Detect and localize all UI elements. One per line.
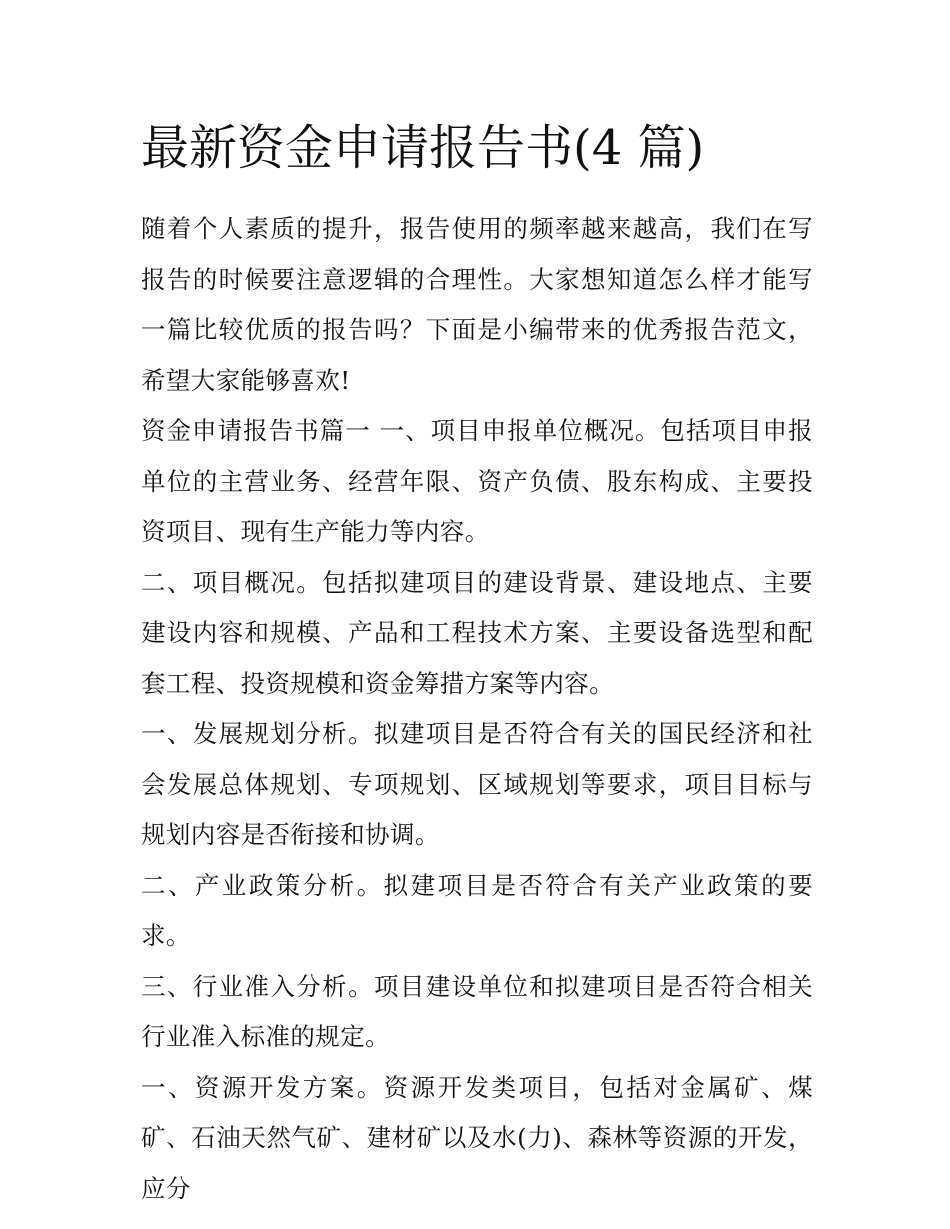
paragraph-intro: 随着个人素质的提升，报告使用的频率越来越高，我们在写报告的时候要注意逻辑的合理性。大家想知道怎么样才能写一篇比较优质的报告吗？下面是小编带来的优秀报告范文，希望大家能够喜欢! bbox=[141, 214, 813, 395]
document-body bbox=[141, 112, 813, 1214]
paragraph-applicant-overview: 资金申请报告书篇一 一、项目申报单位概况。包括项目申报单位的主营业务、经营年限、资产负债、股东构成、主要投资项目、现有生产能力等内容。 bbox=[141, 416, 813, 546]
paragraph-industry-policy: 二、产业政策分析。拟建项目是否符合有关产业政策的要求。 bbox=[141, 870, 813, 950]
paragraph-planning-analysis: 一、发展规划分析。拟建项目是否符合有关的国民经济和社会发展总体规划、专项规划、区域规划等要求，项目目标与规划内容是否衔接和协调。 bbox=[141, 719, 813, 849]
document-title: 最新资金申请报告书(4 篇) bbox=[141, 120, 705, 176]
paragraph-industry-access: 三、行业准入分析。项目建设单位和拟建项目是否符合相关行业准入标准的规定。 bbox=[141, 971, 813, 1051]
paragraph-project-overview: 二、项目概况。包括拟建项目的建设背景、建设地点、主要建设内容和规模、产品和工程技术方案、主要设备选型和配套工程、投资规模和资金筹措方案等内容。 bbox=[141, 567, 813, 698]
paragraph-resource-development: 一、资源开发方案。资源开发类项目，包括对金属矿、煤矿、石油天然气矿、建材矿以及水(力)、森林等资源的开发，应分 bbox=[141, 1072, 813, 1203]
